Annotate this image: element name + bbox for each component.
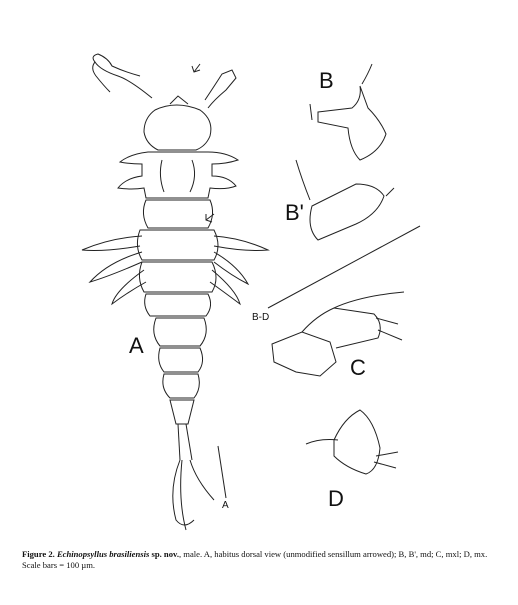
mandible-b-palp [362,64,372,84]
arrow-top [192,64,200,72]
anal-somite [170,400,194,424]
leg-right-1 [214,236,268,251]
panel-label-a: A [129,333,144,358]
caudal-seta-1 [181,460,186,530]
cephalothorax [144,105,211,150]
caption-sp-nov: sp. nov. [151,549,179,559]
seta-group-right [190,160,195,192]
leg-right-2 [214,252,248,284]
rostrum [170,96,188,104]
panel-label-b: B [319,68,334,93]
mandible-b-prime-palp [296,160,310,200]
caption-text: , male. A, habitus dorsal view (unmodified sensillum arrowed); B, B', md; C, mxl; D, mx. Scale bars = 100 µm. [22,549,488,570]
antenna-right [205,70,236,108]
somite-3 [137,230,218,260]
mandible-b-scalebar [310,104,312,120]
panel-label-c: C [350,355,366,380]
mandible-b-prime-tick [386,188,394,196]
arrow-somite [206,214,214,222]
somite-2 [143,200,212,228]
mandible-b [318,86,386,160]
caudal-seta-3 [173,460,194,525]
urosome-2 [159,348,203,372]
caption-figure-number: Figure 2. [22,549,55,559]
somite-4 [139,262,216,292]
figure-caption [22,549,502,571]
maxilla-d-claw [306,440,338,445]
caudal-seta-2 [190,460,214,500]
scale-bar-b-d [268,226,420,308]
scale-label-a: A [222,500,229,511]
panel-label-d: D [328,486,344,511]
scale-bar-a [218,446,226,498]
thoracic-somites [118,152,238,198]
maxilla-d [334,410,380,474]
mandible-b-prime [310,184,384,240]
antenna-left [93,54,152,98]
maxillule-c-setae [334,292,404,308]
panel-label-b-prime: B' [285,200,304,225]
antenna-left-segment [93,62,110,92]
caudal-ramus-left [178,424,180,460]
maxillule-c-arthrite [302,308,380,348]
urosome-3 [163,374,199,398]
leg-left-3 [112,270,146,304]
urosome-1 [154,318,207,346]
maxillule-c-base [272,332,336,376]
somite-5 [145,294,211,316]
scale-label-b-d: B-D [252,312,270,323]
caption-species: Echinopsyllus brasiliensis [56,549,150,559]
seta-group-left [160,160,164,192]
caudal-ramus-right [186,424,192,460]
leg-left-1 [82,236,142,251]
